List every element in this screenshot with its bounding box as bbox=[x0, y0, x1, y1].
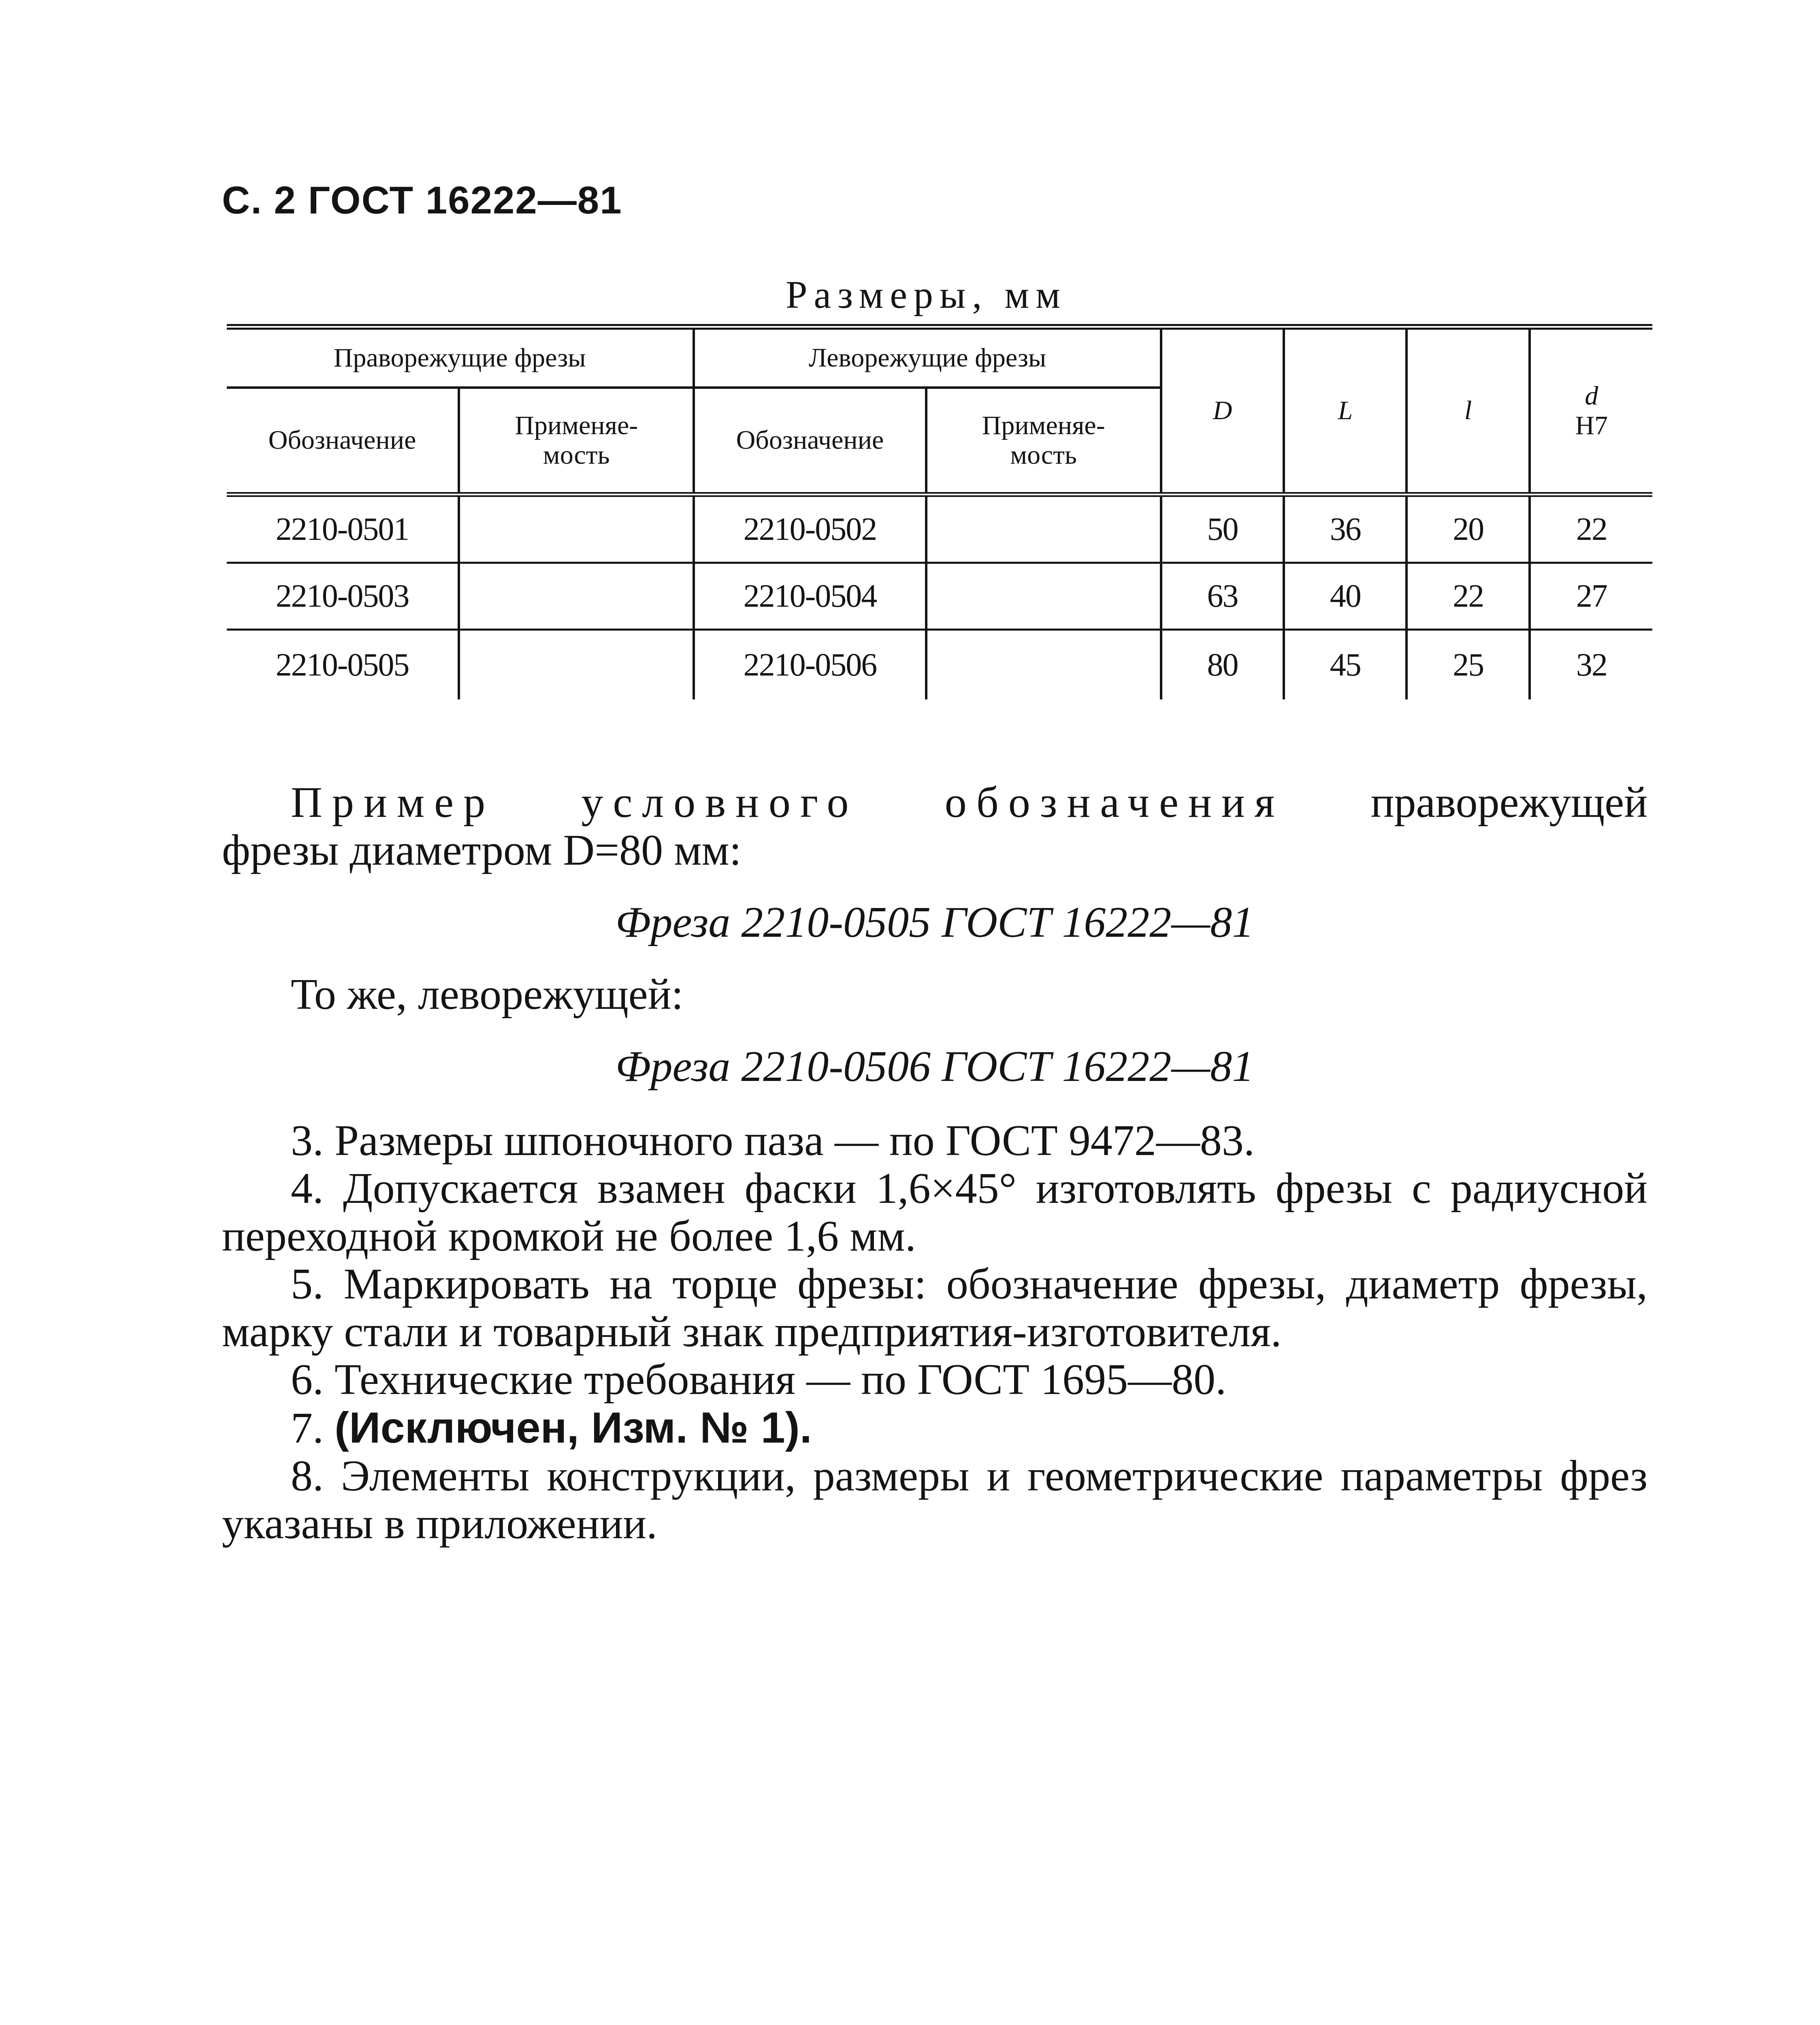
cell-right-code: 2210-0505 bbox=[227, 630, 459, 700]
header-D: D bbox=[1161, 327, 1284, 495]
example-heading-line2: фрезы диаметром D=80 мм: bbox=[222, 826, 742, 874]
item-7-number: 7. bbox=[291, 1404, 324, 1452]
item-7-excluded: (Исключен, Изм. № 1). bbox=[335, 1403, 812, 1452]
header-right-code: Обозначение bbox=[227, 388, 459, 495]
cell-d: 22 bbox=[1530, 495, 1652, 563]
header-left-cutting-group: Леворежущие фрезы bbox=[694, 327, 1161, 388]
header-app-line2: мость bbox=[1010, 440, 1077, 470]
cell-right-applicability bbox=[459, 495, 694, 563]
item-6: 6. Технические требования — по ГОСТ 1695—80. bbox=[291, 1356, 1227, 1404]
cell-l: 22 bbox=[1407, 563, 1529, 630]
item-8: 8. Элементы конструкции, размеры и геометрические параметры фрез указаны в приложении. bbox=[222, 1452, 1647, 1548]
header-app-line2: мость bbox=[543, 440, 610, 470]
item-4: 4. Допускается взамен фаски 1,6×45° изготовлять фрезы с радиусной переходной кромкой не более 1,6 мм. bbox=[222, 1164, 1647, 1260]
page-header: С. 2 ГОСТ 16222—81 bbox=[222, 179, 622, 222]
item-5: 5. Маркировать на торце фрезы: обозначение фрезы, диаметр фрезы, марку стали и товарный знак предприятия-изготовителя. bbox=[222, 1260, 1647, 1356]
cell-D: 50 bbox=[1161, 495, 1284, 563]
same-left-cutting-label: То же, леворежущей: bbox=[291, 970, 684, 1019]
table-row bbox=[227, 630, 1652, 700]
header-d: d bbox=[1585, 381, 1598, 411]
header-right-applicability bbox=[459, 388, 694, 495]
cell-L: 36 bbox=[1284, 495, 1407, 563]
cell-d: 32 bbox=[1576, 647, 1607, 683]
cell-d: 27 bbox=[1530, 563, 1652, 630]
header-d-H7 bbox=[1530, 327, 1652, 495]
cell-left-code: 2210-0504 bbox=[694, 563, 926, 630]
cell-left-code: 2210-0506 bbox=[694, 630, 926, 700]
cell-left-applicability bbox=[926, 563, 1161, 630]
cell-D: 80 bbox=[1161, 630, 1284, 700]
header-l: l bbox=[1407, 327, 1529, 495]
cell-l: 20 bbox=[1407, 495, 1529, 563]
header-L: L bbox=[1284, 327, 1407, 495]
header-left-code: Обозначение bbox=[694, 388, 926, 495]
example-word: праворежущей bbox=[1370, 778, 1647, 827]
cell-l: 25 bbox=[1407, 630, 1529, 700]
cell-D: 63 bbox=[1161, 563, 1284, 630]
cell-left-applicability bbox=[926, 495, 1161, 563]
example-word: обозначения bbox=[944, 778, 1285, 827]
designation-left-cutting: Фреза 2210-0506 ГОСТ 16222—81 bbox=[615, 1042, 1254, 1091]
example-word: Пример bbox=[291, 778, 495, 827]
header-app-line1: Применяе- bbox=[515, 410, 638, 440]
cell-L: 40 bbox=[1284, 563, 1407, 630]
header-right-cutting-group: Праворежущие фрезы bbox=[227, 327, 694, 388]
table-row bbox=[227, 495, 1652, 563]
cell-right-applicability bbox=[459, 563, 694, 630]
cell-right-applicability bbox=[459, 630, 694, 700]
cell-right-code: 2210-0503 bbox=[227, 563, 459, 630]
cell-left-applicability bbox=[926, 630, 1161, 700]
header-H7: H7 bbox=[1575, 410, 1608, 440]
table-row bbox=[227, 563, 1652, 630]
header-app-line1: Применяе- bbox=[982, 410, 1105, 440]
dimensions-table bbox=[227, 324, 1652, 699]
designation-right-cutting: Фреза 2210-0505 ГОСТ 16222—81 bbox=[615, 898, 1254, 946]
cell-left-code: 2210-0502 bbox=[694, 495, 926, 563]
table-caption: Размеры, мм bbox=[786, 273, 1067, 316]
example-word: условного bbox=[581, 778, 859, 827]
cell-L: 45 bbox=[1284, 630, 1407, 700]
item-7 bbox=[222, 1404, 1647, 1452]
header-left-applicability bbox=[926, 388, 1161, 495]
cell-right-code: 2210-0501 bbox=[227, 495, 459, 563]
item-3: 3. Размеры шпоночного паза — по ГОСТ 9472—83. bbox=[291, 1117, 1255, 1165]
example-heading bbox=[222, 778, 1647, 829]
body-text bbox=[222, 778, 1647, 1548]
